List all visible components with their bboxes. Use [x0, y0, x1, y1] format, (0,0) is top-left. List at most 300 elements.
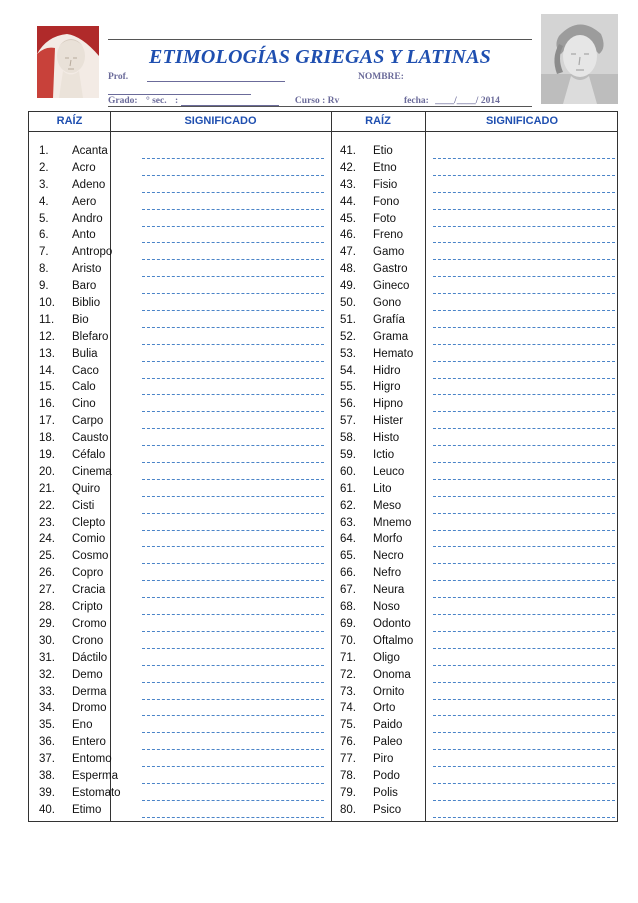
row-number: 50. [340, 297, 356, 310]
table-row [39, 753, 329, 770]
table-row [340, 686, 617, 703]
table-row [39, 702, 329, 719]
table-row [340, 263, 617, 280]
table-row [39, 466, 329, 483]
table-row [39, 246, 329, 263]
prof-label: Prof. [108, 72, 129, 82]
table-row [340, 533, 617, 550]
meaning-answer-blank[interactable] [433, 445, 615, 446]
root-word: Clepto [72, 516, 106, 529]
row-number: 80. [340, 803, 356, 816]
table-row [39, 804, 329, 821]
row-number: 22. [39, 499, 55, 512]
table-row [340, 213, 617, 230]
meaning-answer-blank[interactable] [433, 259, 615, 260]
statue-head-image-right [541, 14, 618, 104]
table-row [39, 314, 329, 331]
root-word: Quiro [72, 482, 101, 495]
table-row [340, 601, 617, 618]
root-word: Hidro [373, 364, 401, 377]
root-word: Polis [373, 786, 398, 799]
meaning-answer-blank[interactable] [433, 563, 615, 564]
meaning-answer-blank[interactable] [142, 175, 324, 176]
row-number: 57. [340, 415, 356, 428]
row-number: 3. [39, 178, 49, 191]
meaning-answer-blank[interactable] [142, 580, 324, 581]
table-row [340, 719, 617, 736]
root-word: Nefro [373, 567, 402, 580]
meaning-answer-blank[interactable] [433, 158, 615, 159]
row-number: 2. [39, 161, 49, 174]
root-word: Eno [72, 719, 93, 732]
meaning-answer-blank[interactable] [433, 242, 615, 243]
row-number: 29. [39, 617, 55, 630]
row-number: 36. [39, 736, 55, 749]
root-word: Grafía [373, 313, 405, 326]
meaning-answer-blank[interactable] [142, 732, 324, 733]
meaning-answer-blank[interactable] [433, 226, 615, 227]
meaning-answer-blank[interactable] [433, 631, 615, 632]
meaning-answer-blank[interactable] [433, 597, 615, 598]
meaning-answer-blank[interactable] [433, 310, 615, 311]
meaning-answer-blank[interactable] [142, 631, 324, 632]
etymology-table [28, 111, 618, 822]
table-row [340, 584, 617, 601]
root-word: Fono [373, 195, 400, 208]
row-number: 13. [39, 347, 55, 360]
root-list-left [39, 145, 329, 821]
row-number: 76. [340, 736, 356, 749]
table-row [340, 466, 617, 483]
root-word: Cinema [72, 465, 112, 478]
root-word: Orto [373, 702, 396, 715]
table-row [340, 280, 617, 297]
row-number: 10. [39, 297, 55, 310]
row-number: 68. [340, 601, 356, 614]
table-row [340, 517, 617, 534]
meaning-answer-blank[interactable] [433, 293, 615, 294]
meaning-answer-blank[interactable] [142, 513, 324, 514]
root-word: Fisio [373, 178, 398, 191]
meaning-answer-blank[interactable] [433, 648, 615, 649]
table-row [340, 787, 617, 804]
meaning-answer-blank[interactable] [433, 479, 615, 480]
table-row [39, 365, 329, 382]
root-word: Paido [373, 719, 403, 732]
table-row [340, 770, 617, 787]
meaning-answer-blank[interactable] [433, 715, 615, 716]
row-number: 61. [340, 482, 356, 495]
meaning-answer-blank[interactable] [433, 496, 615, 497]
meaning-answer-blank[interactable] [433, 276, 615, 277]
root-word: Morfo [373, 533, 403, 546]
grado-line [108, 96, 339, 106]
row-number: 78. [340, 769, 356, 782]
table-row [340, 331, 617, 348]
row-number: 66. [340, 567, 356, 580]
root-word: Odonto [373, 617, 411, 630]
row-number: 30. [39, 634, 55, 647]
row-number: 63. [340, 516, 356, 529]
root-word: Calo [72, 381, 96, 394]
meaning-answer-blank[interactable] [142, 378, 324, 379]
table-row [39, 584, 329, 601]
meaning-answer-blank[interactable] [433, 665, 615, 666]
meaning-answer-blank[interactable] [142, 479, 324, 480]
row-number: 14. [39, 364, 55, 377]
root-word: Biblio [72, 297, 101, 310]
root-word: Dromo [72, 702, 107, 715]
meaning-answer-blank[interactable] [433, 766, 615, 767]
root-word: Cosmo [72, 550, 109, 563]
root-word: Paleo [373, 736, 403, 749]
meaning-answer-blank[interactable] [433, 411, 615, 412]
row-number: 19. [39, 449, 55, 462]
table-row [39, 567, 329, 584]
row-number: 52. [340, 330, 356, 343]
table-row [39, 736, 329, 753]
meaning-answer-blank[interactable] [433, 580, 615, 581]
row-number: 71. [340, 651, 356, 664]
meaning-answer-blank[interactable] [433, 209, 615, 210]
meaning-answer-blank[interactable] [142, 530, 324, 531]
root-word: Acanta [72, 145, 108, 157]
nombre-line [358, 72, 404, 82]
grado-label: Grado: [108, 96, 138, 106]
meaning-answer-blank[interactable] [142, 428, 324, 429]
table-row [340, 804, 617, 821]
meaning-answer-blank[interactable] [142, 209, 324, 210]
column-divider [331, 112, 332, 821]
meaning-answer-blank[interactable] [142, 496, 324, 497]
row-number: 37. [39, 753, 55, 766]
table-row [39, 162, 329, 179]
meaning-answer-blank[interactable] [433, 682, 615, 683]
root-word: Etio [373, 145, 393, 157]
fecha-blank[interactable]: ____/____/ 2014 [435, 96, 500, 106]
root-word: Hister [373, 415, 404, 428]
row-number: 35. [39, 719, 55, 732]
row-number: 43. [340, 178, 356, 191]
root-word: Demo [72, 668, 103, 681]
sec-blank[interactable] [181, 96, 279, 106]
root-word: Acro [72, 161, 96, 174]
fecha-label: fecha: [404, 96, 429, 106]
meaning-answer-blank[interactable] [142, 158, 324, 159]
root-word: Neura [373, 584, 405, 597]
root-word: Psico [373, 803, 402, 816]
table-row [340, 196, 617, 213]
root-word: Bio [72, 313, 89, 326]
root-word: Cino [72, 398, 96, 411]
root-word: Grama [373, 330, 409, 343]
meaning-answer-blank[interactable] [433, 546, 615, 547]
prof-blank[interactable] [147, 72, 285, 82]
row-number: 65. [340, 550, 356, 563]
root-word: Histo [373, 432, 400, 445]
row-number: 38. [39, 769, 55, 782]
row-number: 51. [340, 313, 356, 326]
row-number: 9. [39, 280, 49, 293]
meaning-answer-blank[interactable] [433, 614, 615, 615]
curso-label: Curso : Rv [294, 96, 340, 106]
table-row [39, 145, 329, 162]
row-number: 62. [340, 499, 356, 512]
root-word: Necro [373, 550, 404, 563]
root-word: Noso [373, 601, 400, 614]
table-row [340, 550, 617, 567]
table-row [39, 432, 329, 449]
row-number: 7. [39, 246, 49, 259]
root-word: Hemato [373, 347, 414, 360]
meaning-answer-blank[interactable] [433, 344, 615, 345]
root-word: Gono [373, 297, 402, 310]
table-row [340, 398, 617, 415]
root-word: Antropo [72, 246, 113, 259]
row-number: 59. [340, 449, 356, 462]
meaning-answer-blank[interactable] [142, 563, 324, 564]
root-word: Cisti [72, 499, 95, 512]
root-word: Anto [72, 229, 96, 242]
table-row [340, 500, 617, 517]
table-row [39, 196, 329, 213]
table-row [39, 500, 329, 517]
table-row [39, 635, 329, 652]
row-number: 79. [340, 786, 356, 799]
row-number: 40. [39, 803, 55, 816]
table-row [39, 179, 329, 196]
root-word: Aristo [72, 263, 102, 276]
meaning-answer-blank[interactable] [142, 242, 324, 243]
root-word: Gamo [373, 246, 405, 259]
meaning-answer-blank[interactable] [433, 513, 615, 514]
header-significado-left: SIGNIFICADO [184, 115, 257, 127]
root-word: Onoma [373, 668, 411, 681]
table-row [39, 719, 329, 736]
row-number: 27. [39, 584, 55, 597]
meaning-answer-blank[interactable] [433, 378, 615, 379]
table-row [39, 652, 329, 669]
table-row [39, 297, 329, 314]
meaning-answer-blank[interactable] [433, 394, 615, 395]
fecha-line [404, 96, 500, 106]
root-word: Lito [373, 482, 392, 495]
row-number: 6. [39, 229, 49, 242]
table-row [39, 331, 329, 348]
table-row [39, 669, 329, 686]
meaning-answer-blank[interactable] [142, 597, 324, 598]
table-row [340, 635, 617, 652]
meaning-answer-blank[interactable] [142, 766, 324, 767]
root-list-right [340, 145, 617, 821]
root-word: Copro [72, 567, 104, 580]
meaning-answer-blank[interactable] [433, 530, 615, 531]
table-row [39, 686, 329, 703]
meaning-answer-blank[interactable] [433, 361, 615, 362]
root-word: Bulia [72, 347, 98, 360]
row-number: 75. [340, 719, 356, 732]
row-number: 23. [39, 516, 55, 529]
table-row [340, 618, 617, 635]
root-word: Meso [373, 499, 402, 512]
root-word: Carpo [72, 415, 104, 428]
row-number: 54. [340, 364, 356, 377]
meaning-answer-blank[interactable] [433, 783, 615, 784]
nombre-blank[interactable] [108, 85, 251, 95]
table-row [39, 398, 329, 415]
meaning-answer-blank[interactable] [142, 445, 324, 446]
root-word: Céfalo [72, 449, 106, 462]
root-word: Mnemo [373, 516, 412, 529]
meaning-answer-blank[interactable] [433, 327, 615, 328]
root-word: Cromo [72, 617, 107, 630]
root-word: Podo [373, 769, 400, 782]
meaning-answer-blank[interactable] [433, 817, 615, 818]
table-row [340, 229, 617, 246]
meaning-answer-blank[interactable] [433, 800, 615, 801]
root-word: Gastro [373, 263, 408, 276]
root-word: Hipno [373, 398, 404, 411]
table-row [340, 179, 617, 196]
meaning-answer-blank[interactable] [142, 293, 324, 294]
root-word: Dáctilo [72, 651, 108, 664]
meaning-answer-blank[interactable] [433, 428, 615, 429]
root-word: Adeno [72, 178, 106, 191]
header-rule-bottom [108, 106, 532, 107]
table-row [340, 567, 617, 584]
row-number: 55. [340, 381, 356, 394]
meaning-answer-blank[interactable] [142, 699, 324, 700]
root-word: Etno [373, 161, 397, 174]
row-number: 34. [39, 702, 55, 715]
row-number: 11. [39, 313, 55, 326]
table-row [39, 550, 329, 567]
meaning-answer-blank[interactable] [142, 192, 324, 193]
row-number: 26. [39, 567, 55, 580]
table-row [340, 246, 617, 263]
root-word: Foto [373, 212, 397, 225]
row-number: 5. [39, 212, 49, 225]
row-number: 12. [39, 330, 55, 343]
row-number: 28. [39, 601, 55, 614]
table-row [340, 365, 617, 382]
table-row [39, 263, 329, 280]
meaning-answer-blank[interactable] [142, 614, 324, 615]
root-word: Freno [373, 229, 404, 242]
row-number: 70. [340, 634, 356, 647]
table-row [39, 770, 329, 787]
meaning-answer-blank[interactable] [142, 462, 324, 463]
root-word: Gineco [373, 280, 410, 293]
meaning-answer-blank[interactable] [433, 192, 615, 193]
root-word: Oftalmo [373, 634, 414, 647]
meaning-answer-blank[interactable] [142, 715, 324, 716]
header-significado-right: SIGNIFICADO [485, 115, 559, 127]
meaning-answer-blank[interactable] [142, 310, 324, 311]
table-row [340, 162, 617, 179]
meaning-answer-blank[interactable] [142, 327, 324, 328]
root-word: Andro [72, 212, 103, 225]
table-row [39, 601, 329, 618]
row-number: 21. [39, 482, 55, 495]
row-number: 60. [340, 465, 356, 478]
table-row [340, 145, 617, 162]
meaning-answer-blank[interactable] [142, 259, 324, 260]
meaning-answer-blank[interactable] [142, 394, 324, 395]
row-number: 56. [340, 398, 356, 411]
table-row [340, 736, 617, 753]
root-word: Ictio [373, 449, 395, 462]
table-row [39, 618, 329, 635]
meaning-answer-blank[interactable] [142, 682, 324, 683]
table-row [39, 213, 329, 230]
row-number: 1. [39, 145, 49, 157]
row-number: 20. [39, 465, 55, 478]
row-number: 67. [340, 584, 356, 597]
table-row [39, 533, 329, 550]
table-row [340, 669, 617, 686]
meaning-answer-blank[interactable] [142, 411, 324, 412]
table-row [39, 280, 329, 297]
table-row [39, 415, 329, 432]
table-row [39, 787, 329, 804]
row-number: 42. [340, 161, 356, 174]
meaning-answer-blank[interactable] [142, 665, 324, 666]
meaning-answer-blank[interactable] [142, 361, 324, 362]
root-word: Cripto [72, 601, 103, 614]
meaning-answer-blank[interactable] [142, 344, 324, 345]
meaning-answer-blank[interactable] [433, 732, 615, 733]
meaning-answer-blank[interactable] [433, 699, 615, 700]
table-row [340, 297, 617, 314]
row-number: 33. [39, 685, 55, 698]
table-row [39, 348, 329, 365]
row-number: 44. [340, 195, 356, 208]
table-row [340, 415, 617, 432]
meaning-answer-blank[interactable] [142, 226, 324, 227]
root-word: Etimo [72, 803, 102, 816]
root-word: Causto [72, 432, 109, 445]
meaning-answer-blank[interactable] [142, 783, 324, 784]
header-raiz-right: RAÍZ [365, 115, 391, 127]
row-number: 77. [340, 753, 356, 766]
meaning-answer-blank[interactable] [433, 749, 615, 750]
meaning-answer-blank[interactable] [433, 462, 615, 463]
meaning-answer-blank[interactable] [142, 648, 324, 649]
table-row [340, 432, 617, 449]
row-number: 64. [340, 533, 356, 546]
row-number: 41. [340, 145, 356, 157]
meaning-answer-blank[interactable] [142, 800, 324, 801]
root-word: Entomo [72, 753, 112, 766]
meaning-answer-blank[interactable] [142, 749, 324, 750]
row-number: 16. [39, 398, 55, 411]
table-row [340, 652, 617, 669]
meaning-answer-blank[interactable] [142, 817, 324, 818]
meaning-answer-blank[interactable] [433, 175, 615, 176]
row-number: 15. [39, 381, 55, 394]
row-number: 47. [340, 246, 356, 259]
row-number: 58. [340, 432, 356, 445]
row-number: 25. [39, 550, 55, 563]
table-row [340, 381, 617, 398]
meaning-answer-blank[interactable] [142, 546, 324, 547]
root-word: Ornito [373, 685, 405, 698]
root-word: Derma [72, 685, 107, 698]
root-word: Caco [72, 364, 99, 377]
meaning-answer-blank[interactable] [142, 276, 324, 277]
table-row [340, 483, 617, 500]
